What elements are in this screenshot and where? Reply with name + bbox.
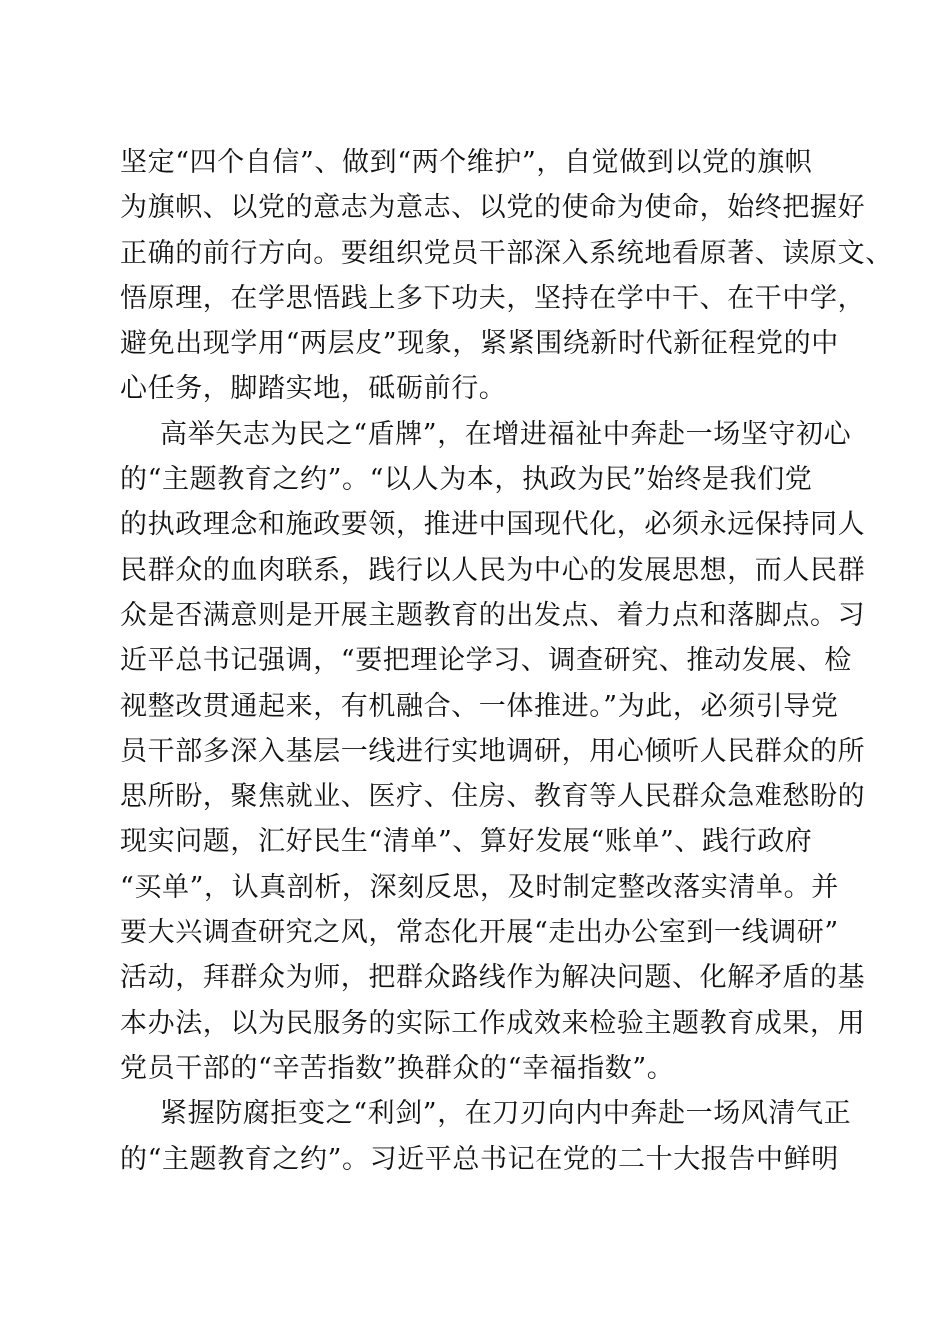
text-line: 民群众的血肉联系，践行以人民为中心的发展思想，而人民群 — [120, 554, 866, 586]
body-text — [120, 140, 893, 1182]
text-line: 的“主题教育之约”。“以人为本，执政为民”始终是我们党 — [120, 464, 813, 496]
text-line: 的执政理念和施政要领，推进中国现代化，必须永远保持同人 — [120, 509, 866, 541]
text-line: 高举矢志为民之“盾牌”，在增进福祉中奔赴一场坚守初心 — [160, 418, 852, 450]
text-line: 心任务，脚踏实地，砥砺前行。 — [120, 373, 507, 405]
text-line: 本办法，以为民服务的实际工作成效来检验主题教育成果，用 — [120, 1007, 866, 1039]
text-line: 紧握防腐拒变之“利剑”，在刀刃向内中奔赴一场风清气正 — [160, 1098, 852, 1130]
text-line: 视整改贯通起来，有机融合、一体推进。”为此，必须引导党 — [120, 690, 839, 722]
text-line: “买单”，认真剖析，深刻反思，及时制定整改落实清单。并 — [120, 871, 839, 903]
text-line: 近平总书记强调，“要把理论学习、调查研究、推动发展、检 — [120, 645, 853, 677]
text-line: 现实问题，汇好民生“清单”、算好发展“账单”、践行政府 — [120, 826, 813, 858]
text-line: 要大兴调查研究之风，常态化开展“走出办公室到一线调研” — [120, 917, 839, 949]
text-line: 员干部多深入基层一线进行实地调研，用心倾听人民群众的所 — [120, 735, 866, 767]
text-line: 悟原理，在学思悟践上多下功夫，坚持在学中干、在干中学， — [120, 282, 866, 314]
text-line: 党员干部的“辛苦指数”换群众的“幸福指数”。 — [120, 1052, 675, 1084]
paragraph-1 — [120, 140, 893, 412]
text-line: 避免出现学用“两层皮”现象，紧紧围绕新时代新征程党的中 — [120, 328, 839, 360]
text-line: 坚定“四个自信”、做到“两个维护”，自觉做到以党的旗帜 — [120, 147, 813, 178]
text-line: 思所盼，聚焦就业、医疗、住房、教育等人民群众急难愁盼的 — [120, 781, 866, 813]
text-line: 活动，拜群众为师，把群众路线作为解决问题、化解矛盾的基 — [120, 962, 866, 994]
text-line: 众是否满意则是开展主题教育的出发点、着力点和落脚点。习 — [120, 599, 866, 631]
paragraph-2 — [120, 412, 866, 1091]
text-line: 正确的前行方向。要组织党员干部深入系统地看原著、读原文、 — [120, 237, 893, 269]
paragraph-3 — [120, 1091, 850, 1182]
text-line: 的“主题教育之约”。习近平总书记在党的二十大报告中鲜明 — [120, 1143, 839, 1175]
text-line: 为旗帜、以党的意志为意志、以党的使命为使命，始终把握好 — [120, 192, 866, 224]
